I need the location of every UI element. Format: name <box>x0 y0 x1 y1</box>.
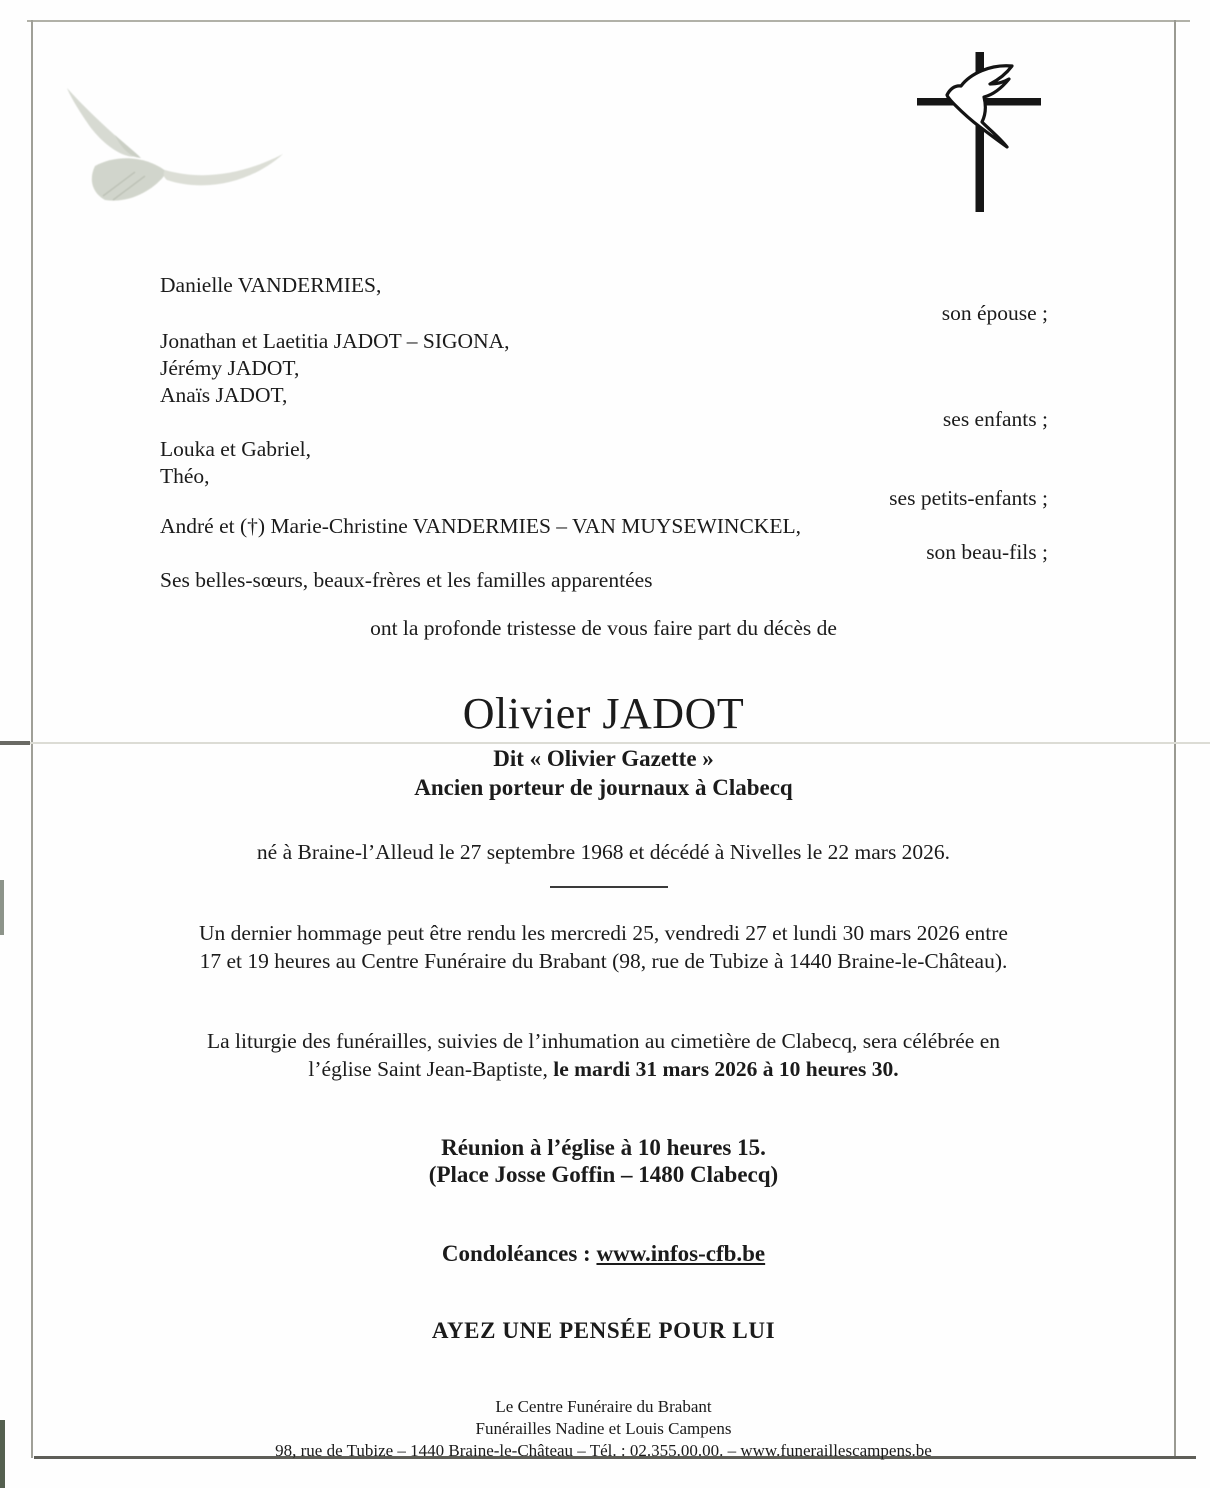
condolences-line <box>32 1241 1175 1267</box>
deceased-life-dates: né à Braine-l’Alleud le 27 septembre 1968 et décédé à Nivelles le 22 mars 2026. <box>256 840 951 864</box>
condolences-label: Condoléances : <box>441 1241 597 1266</box>
tribute-paragraph-line: Un dernier hommage peut être rendu les mercredi 25, vendredi 27 et lundi 30 mars 2026 entre <box>199 921 1008 945</box>
family-member-line: Ses belles-sœurs, beaux-frères et les familles apparentées <box>160 568 653 592</box>
scan-line-edge-mark <box>0 741 30 745</box>
relation-label-spouse: son épouse ; <box>941 301 1048 325</box>
family-member-line: Théo, <box>160 464 210 488</box>
deceased-occupation: Ancien porteur de journaux à Clabecq <box>414 775 793 800</box>
scan-line-artifact <box>0 742 1210 744</box>
page-frame-top <box>27 20 1190 22</box>
family-member-line: Jonathan et Laetitia JADOT – SIGONA, <box>160 329 510 353</box>
cross-with-dove-icon <box>900 42 1050 222</box>
closing-sentence: AYEZ UNE PENSÉE POUR LUI <box>431 1318 776 1343</box>
liturgy-datetime-text: le mardi 31 mars 2026 à 10 heures 30. <box>553 1057 899 1081</box>
section-divider <box>550 886 668 888</box>
funeral-home-address: 98, rue de Tubize – 1440 Braine-le-Château – Tél. : 02.355.00.00. – www.funeraillescampens.be <box>275 1441 932 1460</box>
scan-edge-artifact <box>0 1420 5 1488</box>
funeral-home-operators: Funérailles Nadine et Louis Campens <box>475 1419 732 1438</box>
liturgy-church-text: l’église Saint Jean-Baptiste, <box>308 1057 554 1081</box>
family-member-line: André et (†) Marie-Christine VANDERMIES – VAN MUYSEWINCKEL, <box>160 514 801 538</box>
flying-dove-photo <box>55 80 295 220</box>
relation-label-son-in-law: son beau-fils ; <box>926 540 1048 564</box>
meeting-place-line: (Place Josse Goffin – 1480 Clabecq) <box>428 1162 779 1187</box>
family-member-line: Anaïs JADOT, <box>160 383 288 407</box>
deceased-name: Olivier JADOT <box>462 689 745 738</box>
relation-label-children: ses enfants ; <box>942 407 1048 431</box>
tribute-paragraph-line: 17 et 19 heures au Centre Funéraire du Brabant (98, rue de Tubize à 1440 Braine-le-Château). <box>199 949 1008 973</box>
scan-edge-artifact <box>0 880 4 935</box>
family-member-line: Louka et Gabriel, <box>160 437 312 461</box>
relation-label-grandchildren: ses petits-enfants ; <box>889 486 1048 510</box>
announcement-sentence: ont la profonde tristesse de vous faire part du décès de <box>370 616 837 640</box>
family-member-line: Danielle VANDERMIES, <box>160 273 382 297</box>
deceased-nickname: Dit « Olivier Gazette » <box>493 746 714 771</box>
meeting-time-line: Réunion à l’église à 10 heures 15. <box>441 1135 766 1160</box>
funeral-home-name: Le Centre Funéraire du Brabant <box>495 1397 712 1416</box>
liturgy-paragraph-line <box>32 1057 1175 1082</box>
liturgy-paragraph-line: La liturgie des funérailles, suivies de l’inhumation au cimetière de Clabecq, sera célébrée en <box>207 1029 1000 1053</box>
family-member-line: Jérémy JADOT, <box>160 356 300 380</box>
condolences-url: www.infos-cfb.be <box>596 1241 766 1266</box>
